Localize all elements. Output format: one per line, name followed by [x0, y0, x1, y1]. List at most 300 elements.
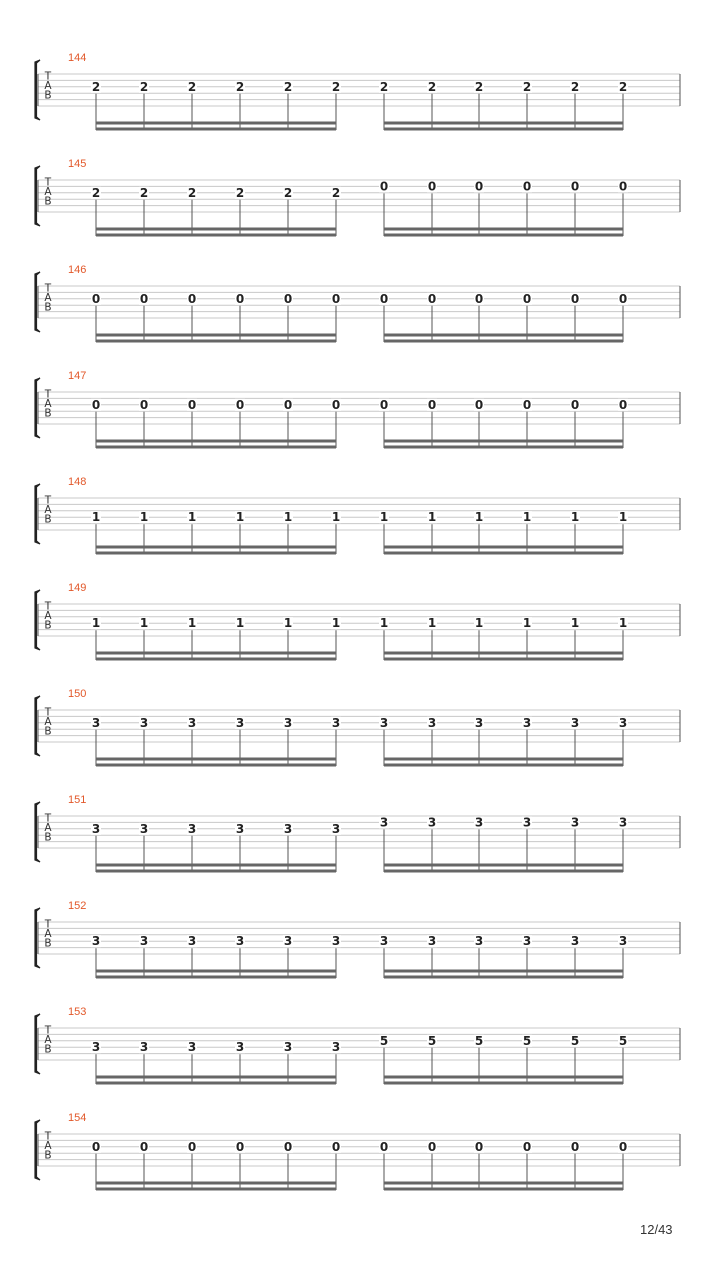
svg-text:1: 1: [91, 616, 101, 631]
fret-number: [570, 815, 580, 829]
svg-text:2: 2: [91, 185, 101, 200]
tab-clef-letter: A: [44, 928, 52, 940]
fret-number: [187, 1140, 197, 1154]
fret-number: [91, 716, 101, 730]
beam-secondary: [384, 446, 623, 449]
tab-clef-letter: B: [44, 1043, 52, 1056]
svg-text:0: 0: [618, 397, 628, 412]
tab-clef-letter: A: [44, 80, 52, 92]
fret-number: [331, 292, 341, 306]
fret-number: [427, 716, 437, 730]
fret-number: [331, 1140, 341, 1154]
tab-clef-letter: T: [44, 494, 52, 507]
svg-text:0: 0: [570, 397, 580, 412]
fret-number: [331, 716, 341, 730]
fret-number: [139, 1140, 149, 1154]
fret-number: [283, 716, 293, 730]
fret-number: [618, 616, 628, 630]
fret-number: [570, 1034, 580, 1048]
fret-number: [331, 616, 341, 630]
measure-number: 144: [68, 52, 87, 64]
beam-primary: [384, 546, 623, 549]
svg-text:3: 3: [379, 815, 389, 830]
svg-text:0: 0: [283, 397, 293, 412]
svg-text:1: 1: [474, 616, 484, 631]
measure-number: 145: [68, 158, 87, 170]
fret-number: [91, 80, 101, 94]
beam-primary: [384, 334, 623, 337]
svg-text:2: 2: [570, 79, 580, 94]
fret-number: [187, 616, 197, 630]
fret-number: [474, 292, 484, 306]
fret-number: [187, 510, 197, 524]
fret-number: [427, 80, 437, 94]
svg-text:0: 0: [570, 179, 580, 194]
beam-primary: [96, 334, 336, 337]
svg-text:1: 1: [570, 510, 580, 525]
fret-number: [139, 398, 149, 412]
fret-number: [283, 934, 293, 948]
tab-staff: [0, 794, 720, 900]
fret-number: [427, 179, 437, 193]
tab-clef-letter: B: [44, 407, 52, 420]
tab-clef-letter: A: [44, 716, 52, 728]
tab-staff: [0, 1112, 720, 1218]
tab-clef-letter: T: [44, 812, 52, 825]
beam-secondary: [96, 234, 336, 237]
tab-clef-letter: B: [44, 301, 52, 314]
fret-number: [139, 822, 149, 836]
beam-secondary: [96, 1082, 336, 1085]
svg-text:2: 2: [522, 79, 532, 94]
svg-text:0: 0: [474, 291, 484, 306]
tab-staff: [0, 52, 720, 158]
fret-number: [379, 1034, 389, 1048]
svg-text:0: 0: [283, 291, 293, 306]
svg-text:5: 5: [427, 1033, 437, 1048]
fret-number: [522, 716, 532, 730]
fret-number: [379, 179, 389, 193]
svg-text:0: 0: [474, 179, 484, 194]
svg-text:0: 0: [570, 291, 580, 306]
svg-text:3: 3: [283, 934, 293, 949]
svg-text:1: 1: [522, 510, 532, 525]
fret-number: [522, 80, 532, 94]
tab-staff: [0, 370, 720, 476]
fret-number: [235, 292, 245, 306]
fret-number: [570, 616, 580, 630]
fret-number: [570, 1140, 580, 1154]
beam-primary: [384, 1076, 623, 1079]
fret-number: [235, 80, 245, 94]
fret-number: [570, 398, 580, 412]
svg-text:3: 3: [91, 821, 101, 836]
svg-text:1: 1: [427, 510, 437, 525]
beam-primary: [96, 1076, 336, 1079]
svg-text:0: 0: [187, 397, 197, 412]
fret-number: [474, 398, 484, 412]
beam-primary: [384, 228, 623, 231]
svg-text:3: 3: [235, 821, 245, 836]
svg-text:3: 3: [522, 715, 532, 730]
tab-system: [0, 52, 720, 158]
fret-number: [235, 934, 245, 948]
beam-secondary: [96, 870, 336, 873]
svg-text:0: 0: [522, 1139, 532, 1154]
svg-text:3: 3: [331, 1040, 341, 1055]
fret-number: [139, 510, 149, 524]
fret-number: [474, 616, 484, 630]
fret-number: [331, 822, 341, 836]
svg-text:3: 3: [139, 1040, 149, 1055]
svg-text:3: 3: [283, 715, 293, 730]
svg-text:3: 3: [139, 821, 149, 836]
fret-number: [618, 815, 628, 829]
fret-number: [91, 822, 101, 836]
measure-number: 152: [68, 900, 87, 912]
beam-primary: [96, 758, 336, 761]
fret-number: [139, 616, 149, 630]
svg-text:1: 1: [618, 510, 628, 525]
svg-text:0: 0: [522, 291, 532, 306]
fret-number: [139, 292, 149, 306]
svg-text:3: 3: [522, 934, 532, 949]
beam-secondary: [96, 1188, 336, 1191]
tab-system: [0, 582, 720, 688]
fret-number: [570, 934, 580, 948]
svg-text:1: 1: [139, 510, 149, 525]
tab-staff: [0, 582, 720, 688]
svg-text:5: 5: [522, 1033, 532, 1048]
svg-text:0: 0: [618, 291, 628, 306]
beam-secondary: [384, 340, 623, 343]
svg-text:0: 0: [474, 397, 484, 412]
beam-primary: [96, 970, 336, 973]
svg-text:1: 1: [379, 616, 389, 631]
fret-number: [427, 292, 437, 306]
svg-text:0: 0: [570, 1139, 580, 1154]
fret-number: [522, 815, 532, 829]
svg-text:0: 0: [427, 1139, 437, 1154]
tab-clef-letter: B: [44, 89, 52, 102]
tab-clef-letter: A: [44, 186, 52, 198]
svg-text:3: 3: [618, 815, 628, 830]
svg-text:3: 3: [474, 715, 484, 730]
measure-number: 150: [68, 688, 87, 700]
fret-number: [235, 716, 245, 730]
fret-number: [187, 934, 197, 948]
fret-number: [427, 616, 437, 630]
fret-number: [91, 934, 101, 948]
fret-number: [379, 616, 389, 630]
fret-number: [379, 510, 389, 524]
svg-text:0: 0: [331, 397, 341, 412]
tab-staff: [0, 900, 720, 1006]
svg-text:3: 3: [379, 715, 389, 730]
svg-text:3: 3: [235, 715, 245, 730]
svg-text:3: 3: [427, 815, 437, 830]
tab-system: [0, 688, 720, 794]
svg-text:5: 5: [474, 1033, 484, 1048]
svg-text:2: 2: [139, 185, 149, 200]
tab-staff: [0, 688, 720, 794]
beam-primary: [384, 652, 623, 655]
beam-secondary: [384, 552, 623, 555]
tab-system: [0, 900, 720, 1006]
beam-secondary: [384, 976, 623, 979]
fret-number: [235, 186, 245, 200]
fret-number: [379, 292, 389, 306]
beam-primary: [384, 122, 623, 125]
svg-text:3: 3: [331, 715, 341, 730]
svg-text:2: 2: [283, 79, 293, 94]
svg-text:0: 0: [139, 291, 149, 306]
beam-secondary: [384, 234, 623, 237]
fret-number: [618, 716, 628, 730]
svg-text:2: 2: [331, 185, 341, 200]
beam-primary: [384, 440, 623, 443]
fret-number: [522, 179, 532, 193]
svg-text:1: 1: [570, 616, 580, 631]
svg-text:1: 1: [331, 616, 341, 631]
tab-clef-letter: T: [44, 1130, 52, 1143]
fret-number: [283, 1140, 293, 1154]
fret-number: [618, 934, 628, 948]
svg-text:0: 0: [379, 1139, 389, 1154]
fret-number: [427, 934, 437, 948]
beam-secondary: [96, 446, 336, 449]
svg-text:3: 3: [283, 821, 293, 836]
svg-text:2: 2: [283, 185, 293, 200]
svg-text:1: 1: [474, 510, 484, 525]
fret-number: [283, 80, 293, 94]
fret-number: [522, 1140, 532, 1154]
svg-text:3: 3: [235, 934, 245, 949]
tab-clef-letter: B: [44, 619, 52, 632]
fret-number: [618, 80, 628, 94]
svg-text:0: 0: [283, 1139, 293, 1154]
svg-text:3: 3: [283, 1040, 293, 1055]
svg-text:0: 0: [331, 1139, 341, 1154]
svg-text:3: 3: [139, 934, 149, 949]
fret-number: [427, 1034, 437, 1048]
fret-number: [427, 1140, 437, 1154]
svg-text:0: 0: [91, 291, 101, 306]
tab-clef-letter: T: [44, 388, 52, 401]
fret-number: [427, 815, 437, 829]
fret-number: [427, 510, 437, 524]
svg-text:0: 0: [91, 1139, 101, 1154]
fret-number: [570, 716, 580, 730]
svg-text:0: 0: [522, 179, 532, 194]
svg-text:3: 3: [618, 715, 628, 730]
svg-text:0: 0: [618, 179, 628, 194]
tab-clef-letter: A: [44, 1034, 52, 1046]
tab-clef-letter: B: [44, 513, 52, 526]
svg-text:1: 1: [522, 616, 532, 631]
measure-number: 153: [68, 1006, 87, 1018]
svg-text:3: 3: [187, 715, 197, 730]
fret-number: [283, 616, 293, 630]
fret-number: [474, 716, 484, 730]
fret-number: [522, 510, 532, 524]
beam-secondary: [96, 976, 336, 979]
tab-clef-letter: A: [44, 398, 52, 410]
tab-clef-letter: T: [44, 918, 52, 931]
svg-text:2: 2: [139, 79, 149, 94]
fret-number: [283, 186, 293, 200]
tab-clef-letter: B: [44, 1149, 52, 1162]
fret-number: [91, 510, 101, 524]
svg-text:1: 1: [331, 510, 341, 525]
svg-text:0: 0: [379, 291, 389, 306]
fret-number: [91, 1040, 101, 1054]
svg-text:5: 5: [570, 1033, 580, 1048]
svg-text:2: 2: [235, 79, 245, 94]
fret-number: [618, 510, 628, 524]
svg-text:3: 3: [91, 1040, 101, 1055]
svg-text:1: 1: [235, 510, 245, 525]
fret-number: [427, 398, 437, 412]
svg-text:2: 2: [379, 79, 389, 94]
beam-secondary: [96, 340, 336, 343]
svg-text:1: 1: [379, 510, 389, 525]
svg-text:3: 3: [379, 934, 389, 949]
svg-text:0: 0: [379, 397, 389, 412]
fret-number: [91, 186, 101, 200]
beam-secondary: [96, 128, 336, 131]
svg-text:3: 3: [570, 815, 580, 830]
beam-secondary: [384, 1188, 623, 1191]
measure-number: 146: [68, 264, 87, 276]
fret-number: [139, 716, 149, 730]
beam-secondary: [384, 764, 623, 767]
svg-text:3: 3: [331, 934, 341, 949]
fret-number: [91, 1140, 101, 1154]
beam-primary: [384, 970, 623, 973]
tab-clef-letter: A: [44, 292, 52, 304]
measure-number: 148: [68, 476, 87, 488]
fret-number: [570, 179, 580, 193]
fret-number: [570, 292, 580, 306]
fret-number: [139, 934, 149, 948]
fret-number: [379, 934, 389, 948]
svg-text:3: 3: [570, 934, 580, 949]
svg-text:2: 2: [331, 79, 341, 94]
svg-text:2: 2: [618, 79, 628, 94]
fret-number: [235, 1040, 245, 1054]
svg-text:1: 1: [139, 616, 149, 631]
svg-text:0: 0: [139, 397, 149, 412]
fret-number: [618, 398, 628, 412]
svg-text:0: 0: [187, 1139, 197, 1154]
tab-system: [0, 158, 720, 264]
svg-text:2: 2: [235, 185, 245, 200]
fret-number: [283, 292, 293, 306]
tab-clef-letter: A: [44, 1140, 52, 1152]
svg-text:3: 3: [618, 934, 628, 949]
fret-number: [235, 1140, 245, 1154]
tab-clef-letter: T: [44, 1024, 52, 1037]
svg-text:3: 3: [331, 821, 341, 836]
fret-number: [187, 398, 197, 412]
tab-system: [0, 370, 720, 476]
beam-secondary: [96, 552, 336, 555]
tab-system: [0, 264, 720, 370]
svg-text:2: 2: [187, 185, 197, 200]
beam-primary: [96, 228, 336, 231]
fret-number: [474, 1034, 484, 1048]
fret-number: [618, 292, 628, 306]
tab-system: [0, 794, 720, 900]
beam-secondary: [384, 870, 623, 873]
fret-number: [331, 1040, 341, 1054]
tab-staff: [0, 476, 720, 582]
svg-text:0: 0: [474, 1139, 484, 1154]
fret-number: [187, 716, 197, 730]
beam-primary: [96, 1182, 336, 1185]
beam-primary: [96, 122, 336, 125]
svg-text:3: 3: [474, 815, 484, 830]
beam-secondary: [384, 658, 623, 661]
fret-number: [235, 398, 245, 412]
fret-number: [379, 80, 389, 94]
svg-text:0: 0: [91, 397, 101, 412]
svg-text:2: 2: [474, 79, 484, 94]
svg-text:3: 3: [139, 715, 149, 730]
svg-text:1: 1: [283, 616, 293, 631]
fret-number: [379, 398, 389, 412]
fret-number: [570, 510, 580, 524]
svg-text:3: 3: [570, 715, 580, 730]
tab-clef-letter: T: [44, 176, 52, 189]
fret-number: [91, 398, 101, 412]
fret-number: [570, 80, 580, 94]
tab-clef-letter: A: [44, 610, 52, 622]
tab-system: [0, 1006, 720, 1112]
tab-clef-letter: B: [44, 195, 52, 208]
svg-text:3: 3: [235, 1040, 245, 1055]
beam-primary: [384, 1182, 623, 1185]
fret-number: [379, 1140, 389, 1154]
svg-text:0: 0: [235, 397, 245, 412]
fret-number: [474, 510, 484, 524]
svg-text:3: 3: [91, 715, 101, 730]
svg-text:1: 1: [235, 616, 245, 631]
tab-system: [0, 476, 720, 582]
fret-number: [474, 934, 484, 948]
tab-clef-letter: B: [44, 725, 52, 738]
measure-number: 147: [68, 370, 87, 382]
fret-number: [522, 398, 532, 412]
beam-primary: [96, 546, 336, 549]
svg-text:1: 1: [91, 510, 101, 525]
svg-text:0: 0: [235, 1139, 245, 1154]
beam-secondary: [384, 128, 623, 131]
fret-number: [522, 1034, 532, 1048]
tab-clef-letter: B: [44, 937, 52, 950]
svg-text:0: 0: [427, 179, 437, 194]
tab-clef-letter: T: [44, 600, 52, 613]
fret-number: [474, 1140, 484, 1154]
fret-number: [235, 510, 245, 524]
beam-primary: [96, 652, 336, 655]
fret-number: [139, 186, 149, 200]
svg-text:0: 0: [235, 291, 245, 306]
fret-number: [474, 179, 484, 193]
fret-number: [379, 716, 389, 730]
tab-clef-letter: T: [44, 706, 52, 719]
